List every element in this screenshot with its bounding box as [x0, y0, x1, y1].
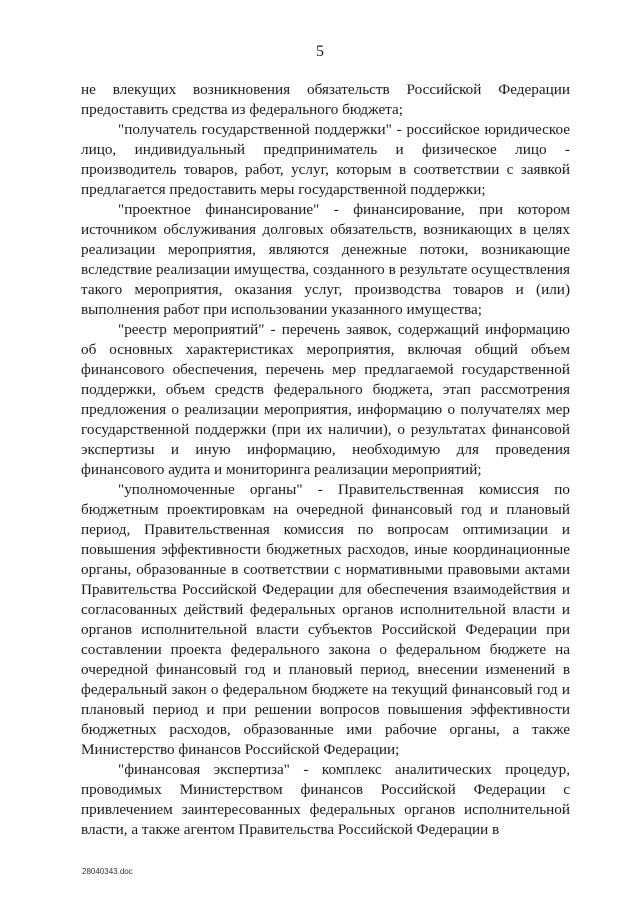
document-body	[81, 80, 570, 840]
paragraph-definition-authorized-bodies: "уполномоченные органы" - Правительственная комиссия по бюджетным проектировкам на очередной финансовый год и плановый период, Правительственная комиссия по вопросам оптимизации и повышения эффективности бюджетных расходов, иные координационные органы, образованные в соответствии с нормативными правовыми актами Правительства Российской Федерации для обеспечения взаимодействия и согласованных действий федеральных органов исполнительной власти и органов исполнительной власти субъектов Российской Федерации при составлении проекта федерального закона о федеральном бюджете на очередной финансовый год и плановый период, внесении изменений в федеральный закон о федеральном бюджете на текущий финансовый год и плановый период и при решении вопросов повышения эффективности бюджетных расходов, образованные ими рабочие органы, а также Министерство финансов Российской Федерации;	[81, 481, 570, 758]
footer-filename: 28040343.doc	[82, 867, 133, 876]
paragraph-definition-registry: "реестр мероприятий" - перечень заявок, содержащий информацию об основных характеристиках мероприятия, включая общий объем финансового обеспечения, перечень мер предлагаемой государственной поддержки, объем средств федерального бюджета, этап рассмотрения предложения о реализации мероприятия, информацию о получателях мер государственной поддержки (при их наличии), о результатах финансовой экспертизы и иную информацию, необходимую для проведения финансового аудита и мониторинга реализации мероприятий;	[81, 321, 570, 478]
paragraph-definition-project-financing: "проектное финансирование" - финансирование, при котором источником обслуживания долговых обязательств, возникающих в целях реализации мероприятия, являются денежные потоки, возникающие вследствие реализации имущества, созданного в результате осуществления такого мероприятия, оказания услуг, производства товаров и (или) выполнения работ при использовании указанного имущества;	[81, 201, 570, 318]
paragraph-continuation: не влекущих возникновения обязательств Российской Федерации предоставить средства из федерального бюджета;	[81, 81, 570, 118]
paragraph-definition-financial-expertise: "финансовая экспертиза" - комплекс аналитических процедур, проводимых Министерством финансов Российской Федерации с привлечением заинтересованных федеральных органов исполнительной власти, а также агентом Правительства Российской Федерации в	[81, 761, 570, 838]
paragraph-definition-recipient: "получатель государственной поддержки" - российское юридическое лицо, индивидуальный предприниматель и физическое лицо - производитель товаров, работ, услуг, которым в соответствии с заявкой предлагается предоставить меры государственной поддержки;	[81, 121, 570, 198]
page-number: 5	[316, 43, 324, 60]
